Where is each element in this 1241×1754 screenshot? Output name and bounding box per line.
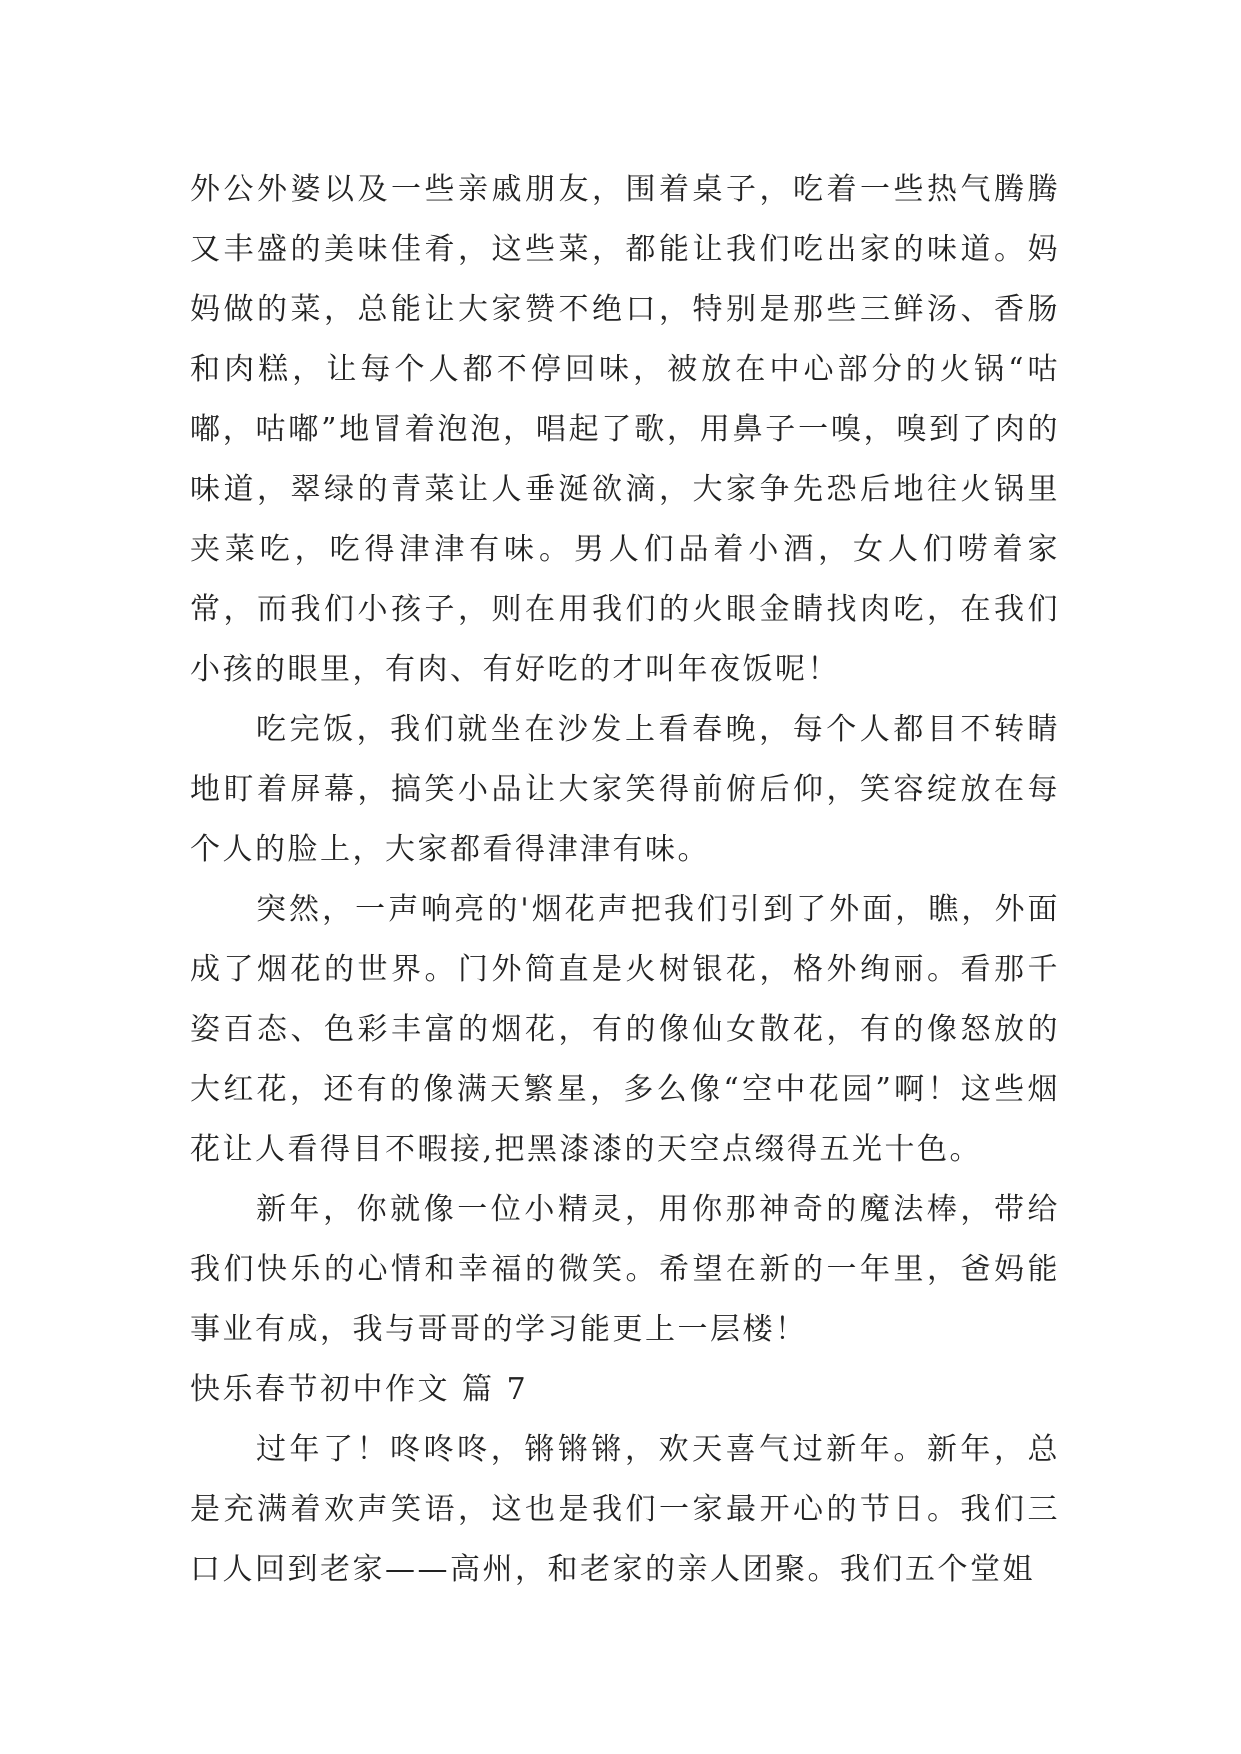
document-page [190,160,1060,1600]
paragraph-essay-7-opening: 过年了！咚咚咚，锵锵锵，欢天喜气过新年。新年，总是充满着欢声笑语，这也是我们一家最开心的节日。我们三口人回到老家——高州，和老家的亲人团聚。我们五个堂姐 [190,1432,1060,1587]
section-heading: 快乐春节初中作文 篇 7 [190,1372,529,1407]
paragraph-fireworks: 突然，一声响亮的'烟花声把我们引到了外面，瞧，外面成了烟花的世界。门外简直是火树银花，格外绚丽。看那千姿百态、色彩丰富的烟花，有的像仙女散花，有的像怒放的大红花，还有的像满天繁星，多么像“空中花园”啊！这些烟花让人看得目不暇接,把黑漆漆的天空点缀得五光十色。 [190,892,1060,1167]
paragraph-dinner: 外公外婆以及一些亲戚朋友，围着桌子，吃着一些热气腾腾又丰盛的美味佳肴，这些菜，都能让我们吃出家的味道。妈妈做的菜，总能让大家赞不绝口，特别是那些三鲜汤、香肠和肉糕，让每个人都不停回味，被放在中心部分的火锅“咕嘟，咕嘟”地冒着泡泡，唱起了歌，用鼻子一嗅，嗅到了肉的味道，翠绿的青菜让人垂涎欲滴，大家争先恐后地往火锅里夹菜吃，吃得津津有味。男人们品着小酒，女人们唠着家常，而我们小孩子，则在用我们的火眼金睛找肉吃，在我们小孩的眼里，有肉、有好吃的才叫年夜饭呢！ [190,172,1060,687]
paragraph-spring-gala: 吃完饭，我们就坐在沙发上看春晚，每个人都目不转睛地盯着屏幕，搞笑小品让大家笑得前俯后仰，笑容绽放在每个人的脸上，大家都看得津津有味。 [190,712,1060,867]
paragraph-new-year-wish: 新年，你就像一位小精灵，用你那神奇的魔法棒，带给我们快乐的心情和幸福的微笑。希望在新的一年里，爸妈能事业有成，我与哥哥的学习能更上一层楼！ [190,1192,1060,1347]
